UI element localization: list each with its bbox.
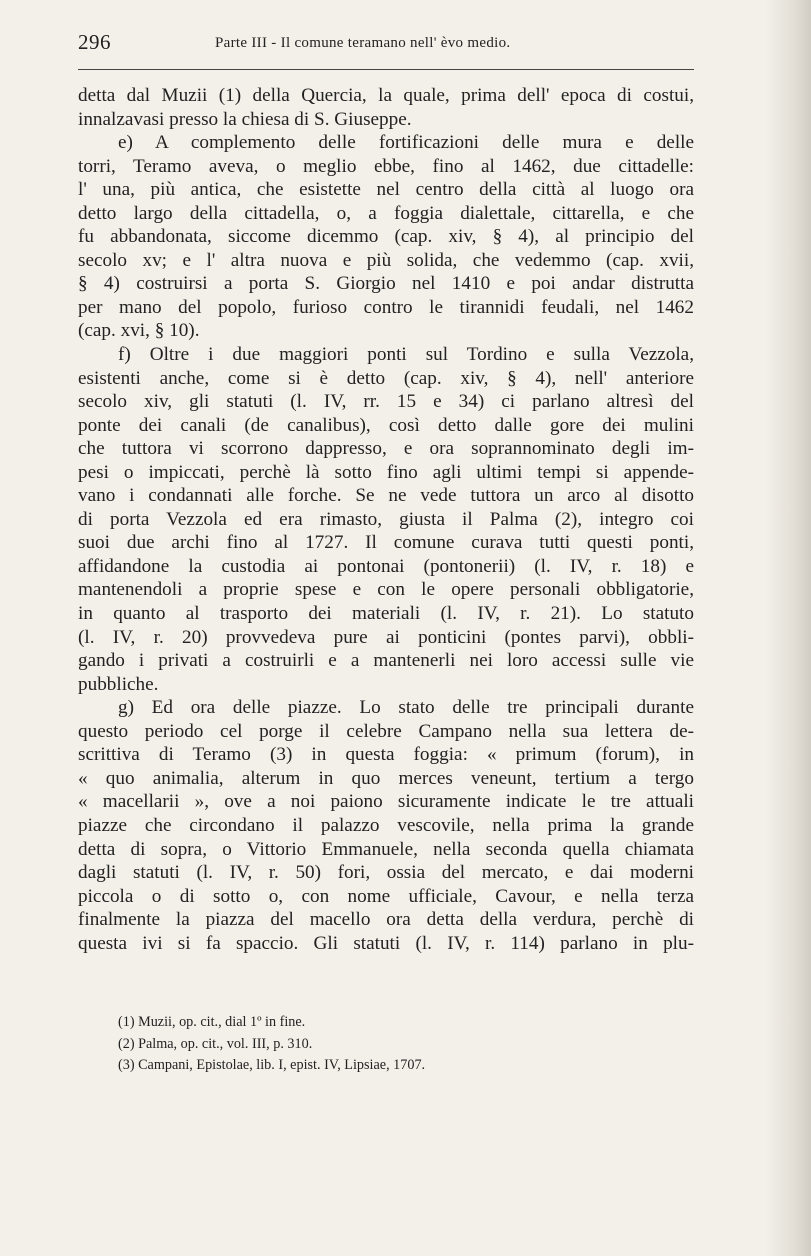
text-line: fu abbandonata, siccome dicemmo (cap. xiv, § 4), al principio del bbox=[78, 226, 694, 248]
text-line: piccola o di sotto o, con nome ufficiale, Cavour, e nella terza bbox=[78, 885, 694, 907]
text-line: questo periodo cel porge il celebre Campano nella sua lettera de- bbox=[78, 720, 694, 742]
text-line: dagli statuti (l. IV, r. 50) fori, ossia del mercato, e dai moderni bbox=[78, 862, 694, 884]
text-line: che tuttora vi scorrono dappresso, e ora soprannominato degli im- bbox=[78, 438, 694, 460]
text-line: secolo xv; e l' altra nuova e più solida, che vedemmo (cap. xvii, bbox=[78, 249, 694, 271]
text-line: affidandone la custodia ai pontonai (pontonerii) (l. IV, r. 18) e bbox=[78, 555, 694, 577]
text-line: l' una, più antica, che esistette nel centro della città al luogo ora bbox=[78, 179, 694, 201]
footnotes bbox=[118, 1012, 678, 1077]
text-line: scrittiva di Teramo (3) in questa foggia: « primum (forum), in bbox=[78, 744, 694, 766]
text-line: esistenti anche, come si è detto (cap. xiv, § 4), nell' anteriore bbox=[78, 367, 694, 389]
text-line: « quo animalia, alterum in quo merces veneunt, tertium a tergo bbox=[78, 767, 694, 789]
text-line: g) Ed ora delle piazze. Lo stato delle tre principali durante bbox=[118, 697, 694, 719]
text-line: detta dal Muzii (1) della Quercia, la quale, prima dell' epoca di costui, bbox=[78, 85, 694, 106]
text-line: per mano del popolo, furioso contro le tirannidi feudali, nel 1462 bbox=[78, 296, 694, 318]
text-line: finalmente la piazza del macello ora detta della verdura, perchè di bbox=[78, 909, 694, 931]
text-line: (cap. xvi, § 10). bbox=[78, 320, 200, 342]
text-line: ponte dei canali (de canalibus), così detto dalle gore dei mulini bbox=[78, 414, 694, 436]
footnote: (2) Palma, op. cit., vol. III, p. 310. bbox=[118, 1035, 313, 1052]
page-number: 296 bbox=[78, 30, 111, 54]
text-line: innalzavasi presso la chiesa di S. Giuseppe. bbox=[78, 108, 412, 130]
text-line: « macellarii », ove a noi paiono sicuramente indicate le tre attuali bbox=[78, 791, 694, 813]
text-line: pubbliche. bbox=[78, 673, 159, 695]
text-line: e) A complemento delle fortificazioni delle mura e delle bbox=[118, 132, 694, 154]
footnote: (3) Campani, Epistolae, lib. I, epist. IV, Lipsiae, 1707. bbox=[118, 1057, 426, 1073]
text-line: suoi due archi fino al 1727. Il comune curava tutti questi ponti, bbox=[78, 532, 694, 554]
text-line: f) Oltre i due maggiori ponti sul Tordino e sulla Vezzola, bbox=[118, 344, 694, 366]
text-line: (l. IV, r. 20) provvedeva pure ai ponticini (pontes parvi), obbli- bbox=[78, 626, 694, 648]
text-line: detto largo della cittadella, o, a foggia dialettale, cittarella, e che bbox=[78, 202, 694, 224]
text-line: in quanto al trasporto dei materiali (l. IV, r. 21). Lo statuto bbox=[78, 603, 694, 625]
text-line: § 4) costruirsi a porta S. Giorgio nel 1410 e poi andar distrutta bbox=[78, 273, 694, 295]
text-line: mantenendoli a proprie spese e con le opere personali obbligatorie, bbox=[78, 579, 694, 601]
text-line: di porta Vezzola ed era rimasto, giusta il Palma (2), integro coi bbox=[78, 508, 694, 530]
text-line: questa ivi si fa spaccio. Gli statuti (l. IV, r. 114) parlano in plu- bbox=[78, 932, 694, 954]
page-edge-shadow bbox=[765, 0, 811, 1256]
text-line: torri, Teramo aveva, o meglio ebbe, fino al 1462, due cittadelle: bbox=[78, 155, 694, 177]
text-line: piazze che circondano il palazzo vescovile, nella prima la grande bbox=[78, 814, 694, 836]
page-header bbox=[78, 30, 694, 66]
header-rule bbox=[78, 69, 694, 70]
running-head: Parte III - Il comune teramano nell' èvo medio. bbox=[215, 35, 511, 51]
footnote: (1) Muzii, op. cit., dial 1º in fine. bbox=[118, 1014, 306, 1030]
text-line: pesi o impiccati, perchè là sotto fino agli ultimi tempi si appende- bbox=[78, 461, 694, 483]
body-text bbox=[78, 84, 694, 955]
text-line: vano i condannati alle forche. Se ne vede tuttora un arco al disotto bbox=[78, 485, 694, 507]
text-line: gando i privati a costruirli e a mantenerli nei loro accessi sulle vie bbox=[78, 650, 694, 672]
text-line: secolo xiv, gli statuti (l. IV, rr. 15 e 34) ci parlano altresì del bbox=[78, 391, 694, 413]
text-line: detta di sopra, o Vittorio Emmanuele, nella seconda quella chiamata bbox=[78, 838, 694, 860]
